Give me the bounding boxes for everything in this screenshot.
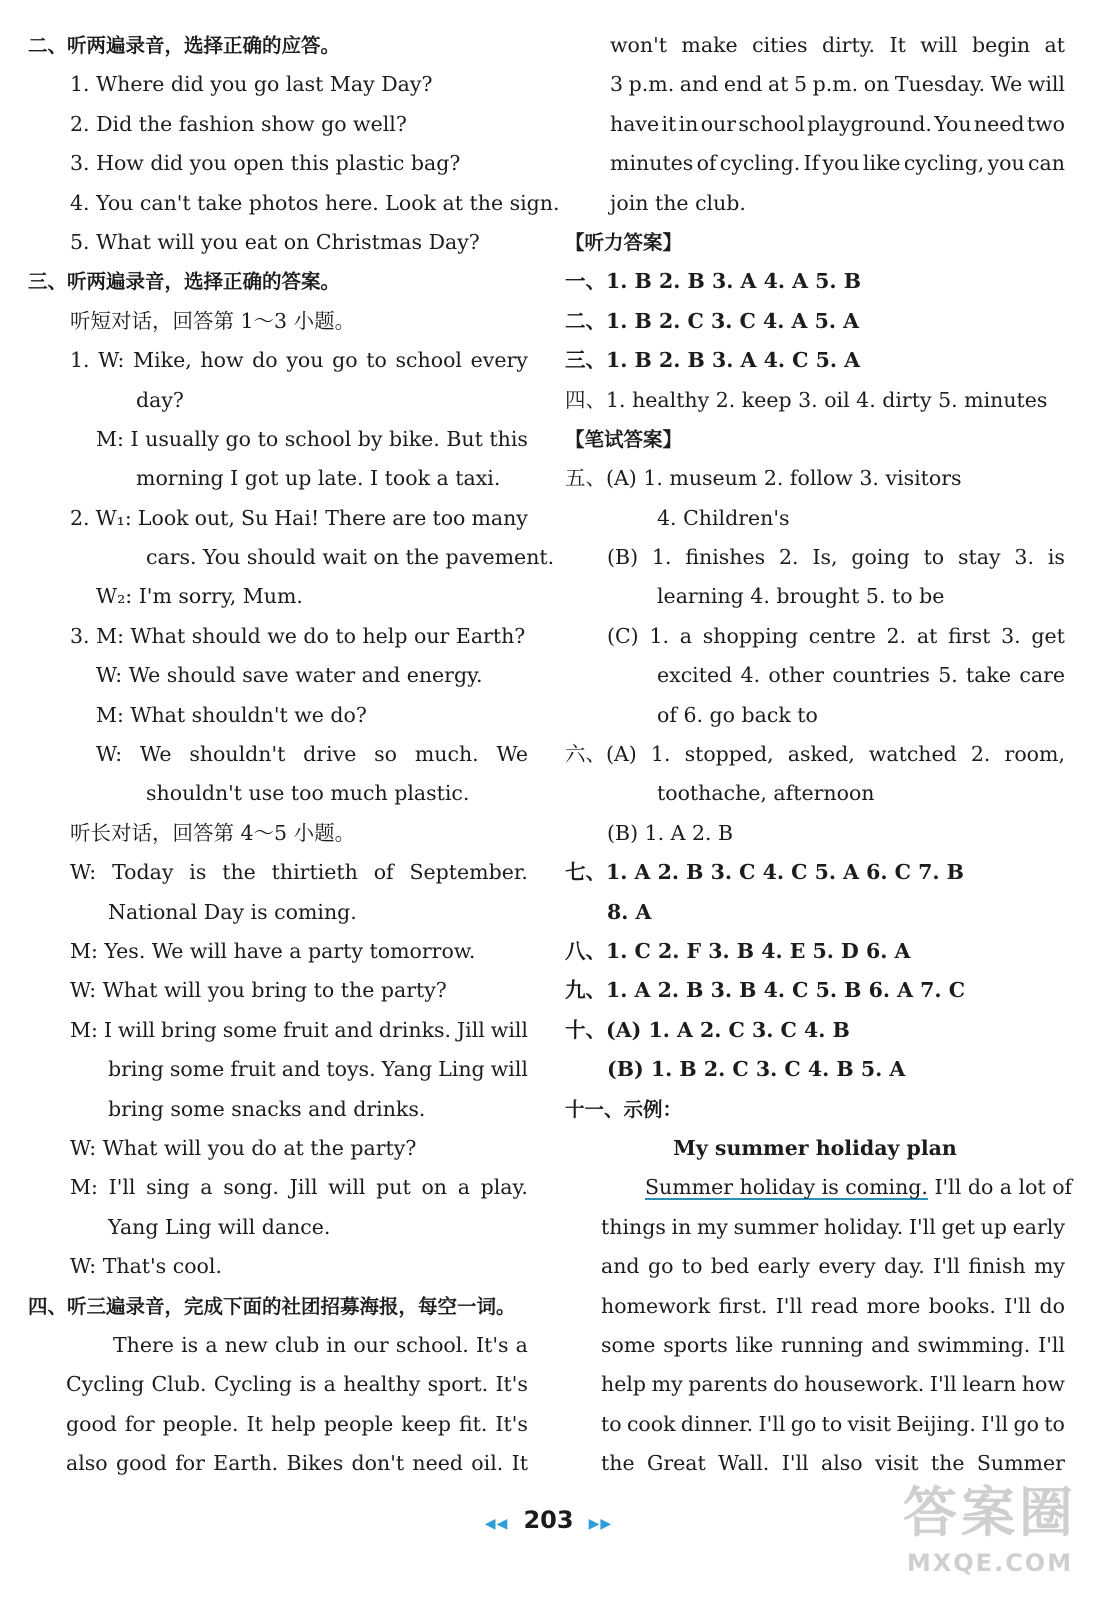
left-text-line: 二、听两遍录音，选择正确的应答。 [28, 34, 341, 57]
right-text-line: help my parents do housework. I'll learn how [601, 1372, 1065, 1397]
right-text-line: 三、1. B 2. B 3. A 4. C 5. A [565, 348, 861, 373]
left-text-line: 3. How did you open this plastic bag? [70, 151, 461, 176]
right-text-line: to cook dinner. I'll go to visit Beijing. I'll go to [601, 1411, 1065, 1436]
left-text-line: M: I'll sing a song. Jill will put on a play. [70, 1175, 528, 1200]
right-text-line: Summer holiday is coming. I'll do a lot of [645, 1175, 1073, 1200]
left-text-line: W: What will you do at the party? [70, 1135, 417, 1160]
left-text-line: W: What will you bring to the party? [70, 978, 447, 1003]
right-text-line: the Great Wall. I'll also visit the Summer [601, 1451, 1065, 1476]
left-text-line: 5. What will you eat on Christmas Day? [70, 229, 480, 254]
right-text-line: 十一、示例： [565, 1097, 683, 1121]
right-text-line: 十、(A) 1. A 2. C 3. C 4. B [565, 1017, 850, 1042]
right-text-line: 一、1. B 2. B 3. A 4. A 5. B [565, 269, 862, 294]
left-text-line: W: We shouldn't drive so much. We [96, 742, 528, 767]
left-text-line: M: I will bring some fruit and drinks. Jill will [70, 1017, 528, 1042]
left-text-line: good for people. It help people keep fit. It's [66, 1411, 528, 1436]
right-text-line: 七、1. A 2. B 3. C 4. C 5. A 6. C 7. B [565, 860, 964, 885]
left-text-line: 1. Where did you go last May Day? [70, 72, 433, 97]
left-text-line: 2. W₁: Look out, Su Hai! There are too many [70, 505, 528, 530]
left-text-line: W: That's cool. [70, 1254, 222, 1279]
left-text-line: 四、听三遍录音，完成下面的社团招募海报，每空一词。 [28, 1294, 516, 1318]
right-text-line: of 6. go back to [657, 702, 818, 727]
right-text-line: 八、1. C 2. F 3. B 4. E 5. D 6. A [565, 938, 911, 963]
watermark-text: 答案圈 [903, 1481, 1077, 1544]
right-text-line: things in my summer holiday. I'll get up early [601, 1214, 1065, 1239]
left-text-line: There is a new club in our school. It's a [113, 1332, 528, 1357]
left-text-line: also good for Earth. Bikes don't need oil. It [66, 1451, 528, 1476]
left-text-line: M: I usually go to school by bike. But this [96, 426, 528, 451]
left-text-line: W: Today is the thirtieth of September. [70, 860, 528, 885]
left-text-line: M: Yes. We will have a party tomorrow. [70, 938, 476, 963]
right-text-line: some sports like running and swimming. I'll [601, 1332, 1065, 1357]
left-text-line: National Day is coming. [108, 899, 357, 924]
page-number: 203 [523, 1506, 574, 1534]
left-text-line: W₂: I'm sorry, Mum. [96, 584, 303, 609]
left-text-line: 三、听两遍录音，选择正确的答案。 [28, 270, 341, 294]
right-text-line: 六、(A) 1. stopped, asked, watched 2. room, [565, 742, 1065, 767]
left-text-line: cars. You should wait on the pavement. [146, 545, 555, 570]
left-text-line: morning I got up late. I took a taxi. [136, 466, 501, 491]
right-text-line: 4. Children's [657, 505, 790, 530]
right-text-line: 【听力答案】 [565, 230, 683, 254]
watermark-url: MXQE.COM [906, 1549, 1074, 1577]
left-text-line: 听长对话，回答第 4～5 小题。 [70, 820, 356, 845]
right-text-line: and go to bed early every day. I'll finish my [601, 1254, 1065, 1279]
right-text-line: join the club. [610, 190, 746, 215]
right-text-line: won't make cities dirty. It will begin at [610, 33, 1065, 57]
left-text-line: 4. You can't take photos here. Look at the sign. [70, 190, 560, 215]
right-text-line: 3 p.m. and end at 5 p.m. on Tuesday. We will [610, 72, 1065, 97]
left-text-line: W: We should save water and energy. [96, 663, 483, 688]
right-text-line: excited 4. other countries 5. take care [657, 663, 1065, 688]
right-text-line: (B) 1. finishes 2. Is, going to stay 3. is [607, 545, 1065, 570]
right-text-line: minutes of cycling. If you like cycling, you can [610, 151, 1065, 176]
right-text-line: 二、1. B 2. C 3. C 4. A 5. A [565, 308, 860, 333]
right-text-line: (C) 1. a shopping centre 2. at first 3. get [607, 623, 1065, 648]
left-text-line: Cycling Club. Cycling is a healthy sport. It's [66, 1372, 528, 1397]
watermark-logo [900, 1478, 1080, 1588]
right-text-line: toothache, afternoon [657, 781, 875, 806]
right-text-line: learning 4. brought 5. to be [657, 584, 945, 609]
left-text-line: 1. W: Mike, how do you go to school every [70, 348, 528, 373]
right-text-line: 四、1. healthy 2. keep 3. oil 4. dirty 5. minutes [565, 387, 1048, 412]
left-text-line: day? [136, 387, 184, 412]
left-column [28, 26, 560, 1483]
underlined-phrase: Summer holiday is coming. [645, 1175, 928, 1200]
right-text-line: My summer holiday plan [673, 1135, 957, 1160]
left-text-line: 2. Did the fashion show go well? [70, 111, 407, 136]
left-text-line: M: What shouldn't we do? [96, 702, 367, 727]
right-text-line: 五、(A) 1. museum 2. follow 3. visitors [565, 466, 962, 491]
left-text-line: 听短对话，回答第 1～3 小题。 [70, 308, 356, 333]
right-text-line: have it in our school playground. You need two [610, 111, 1065, 136]
left-text-line: bring some snacks and drinks. [108, 1096, 426, 1121]
right-text-line: (B) 1. B 2. C 3. C 4. B 5. A [607, 1057, 906, 1082]
prev-page-icon[interactable]: ◀◀ [484, 1516, 509, 1532]
right-text-line: (B) 1. A 2. B [607, 820, 734, 845]
left-text-line: Yang Ling will dance. [108, 1214, 331, 1239]
left-text-line: shouldn't use too much plastic. [146, 781, 470, 806]
right-text-line: homework first. I'll read more books. I'll do [601, 1293, 1065, 1318]
right-text-line: 九、1. A 2. B 3. B 4. C 5. B 6. A 7. C [565, 978, 966, 1003]
next-page-icon[interactable]: ▶▶ [588, 1516, 613, 1532]
right-text-line: 【笔试答案】 [565, 427, 683, 451]
right-column [565, 26, 1073, 1483]
right-text-line: 8. A [607, 899, 652, 924]
left-text-line: 3. M: What should we do to help our Earth? [70, 623, 526, 648]
left-text-line: bring some fruit and toys. Yang Ling will [108, 1057, 528, 1082]
